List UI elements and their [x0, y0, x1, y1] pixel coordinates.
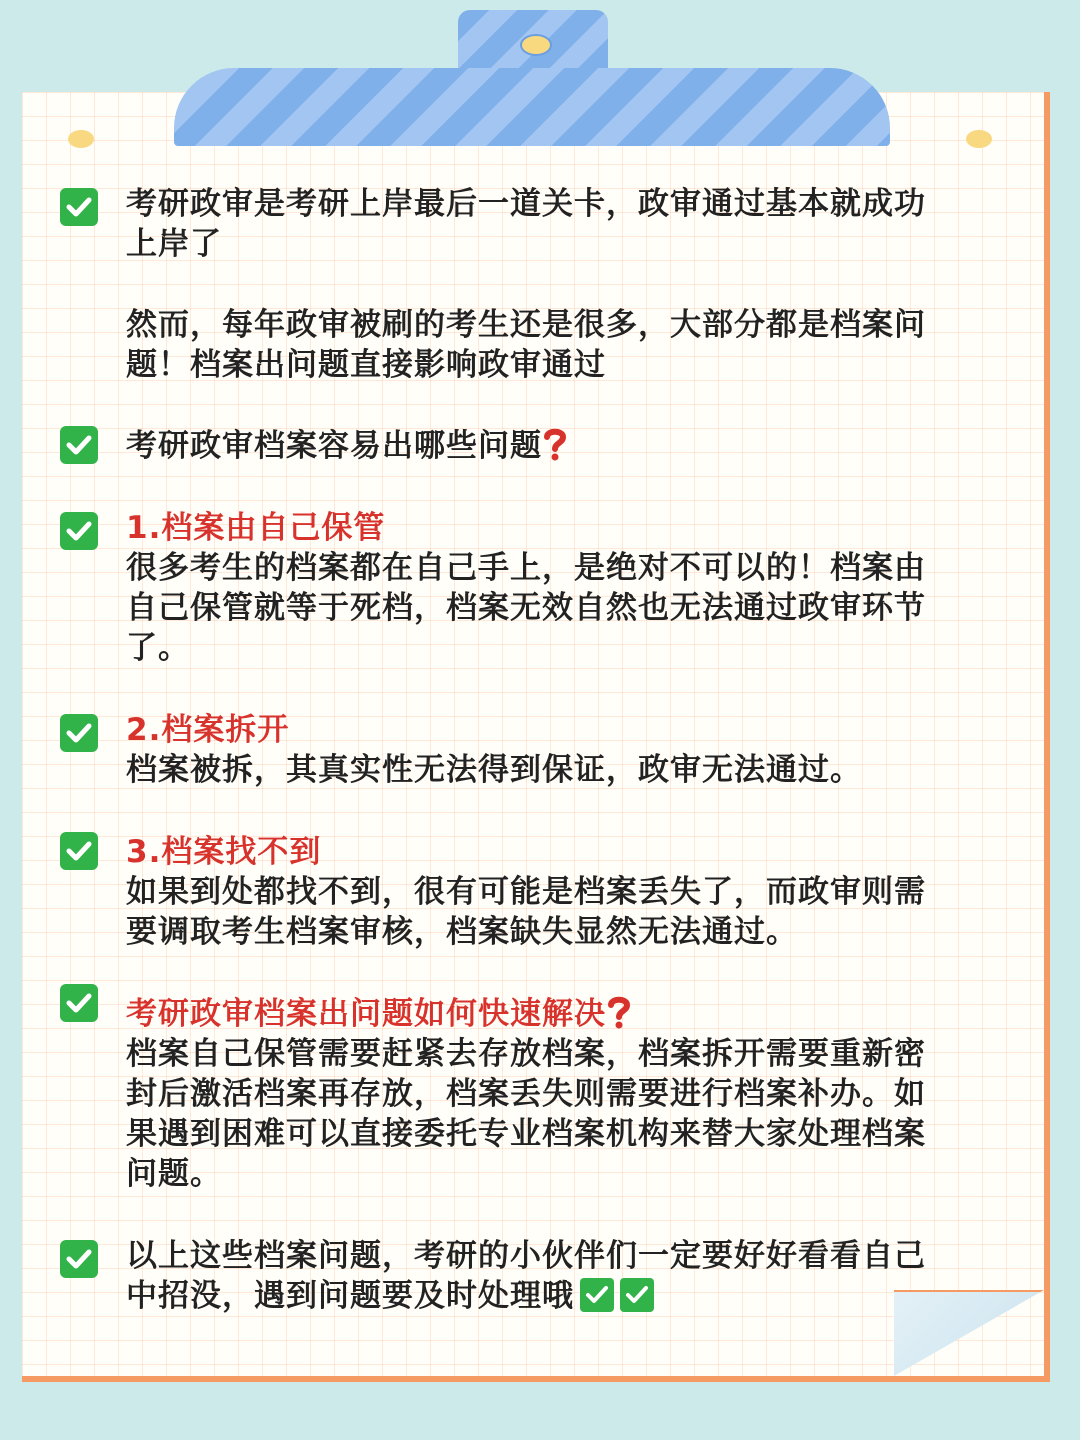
pin-dot-left: [68, 130, 94, 148]
text-line: 题！档案出问题直接影响政审通过: [126, 347, 606, 383]
text-line: 中招没，遇到问题要及时处理哦: [126, 1278, 574, 1314]
green-check-icon: [60, 1240, 98, 1278]
item-opened: [126, 710, 996, 790]
item-however: [126, 305, 996, 385]
green-check-icon: [60, 188, 98, 226]
clipboard-clip: [174, 68, 890, 146]
text-line: 封后激活档案再存放，档案丢失则需要进行档案补办。如: [126, 1076, 926, 1112]
item-question: [126, 426, 996, 466]
red-question-icon: [542, 427, 568, 461]
green-check-icon: [60, 426, 98, 464]
item-missing: [126, 832, 996, 952]
green-check-icon: [60, 984, 98, 1022]
text-line: 要调取考生档案审核，档案缺失显然无法通过。: [126, 914, 798, 950]
text-line: 如果到处都找不到，很有可能是档案丢失了，而政审则需: [126, 874, 926, 910]
text-line: 了。: [126, 630, 190, 666]
item-title: 1.档案由自己保管: [126, 510, 386, 546]
text-line: 档案自己保管需要赶紧去存放档案，档案拆开需要重新密: [126, 1036, 926, 1072]
text-line: 然而，每年政审被刷的考生还是很多，大部分都是档案问: [126, 307, 926, 343]
item-title: 3.档案找不到: [126, 834, 322, 870]
clip-hole: [520, 34, 552, 56]
text-line: 果遇到困难可以直接委托专业档案机构来替大家处理档案: [126, 1116, 926, 1152]
text-line: 以上这些档案问题，考研的小伙伴们一定要好好看看自己: [126, 1238, 926, 1274]
green-check-icon: [60, 512, 98, 550]
item-title: 考研政审档案出问题如何快速解决: [126, 996, 606, 1032]
green-check-icon: [60, 832, 98, 870]
green-check-emoji-icon: [580, 1278, 614, 1312]
text-line: 很多考生的档案都在自己手上，是绝对不可以的！档案由: [126, 550, 926, 586]
item-intro: [126, 184, 996, 264]
item-closing: [126, 1236, 996, 1316]
text-line: 自己保管就等于死档，档案无效自然也无法通过政审环节: [126, 590, 926, 626]
item-solution: [126, 994, 996, 1194]
item-title: 2.档案拆开: [126, 712, 290, 748]
red-question-icon: [606, 995, 632, 1029]
green-check-icon: [60, 714, 98, 752]
text-line: 考研政审是考研上岸最后一道关卡，政审通过基本就成功: [126, 186, 926, 222]
text-line: 问题。: [126, 1156, 222, 1192]
item-self-kept: [126, 508, 996, 668]
pin-dot-right: [966, 130, 992, 148]
green-check-emoji-icon: [620, 1278, 654, 1312]
question-heading: 考研政审档案容易出哪些问题: [126, 428, 542, 464]
text-line: 档案被拆，其真实性无法得到保证，政审无法通过。: [126, 752, 862, 788]
text-line: 上岸了: [126, 226, 222, 262]
